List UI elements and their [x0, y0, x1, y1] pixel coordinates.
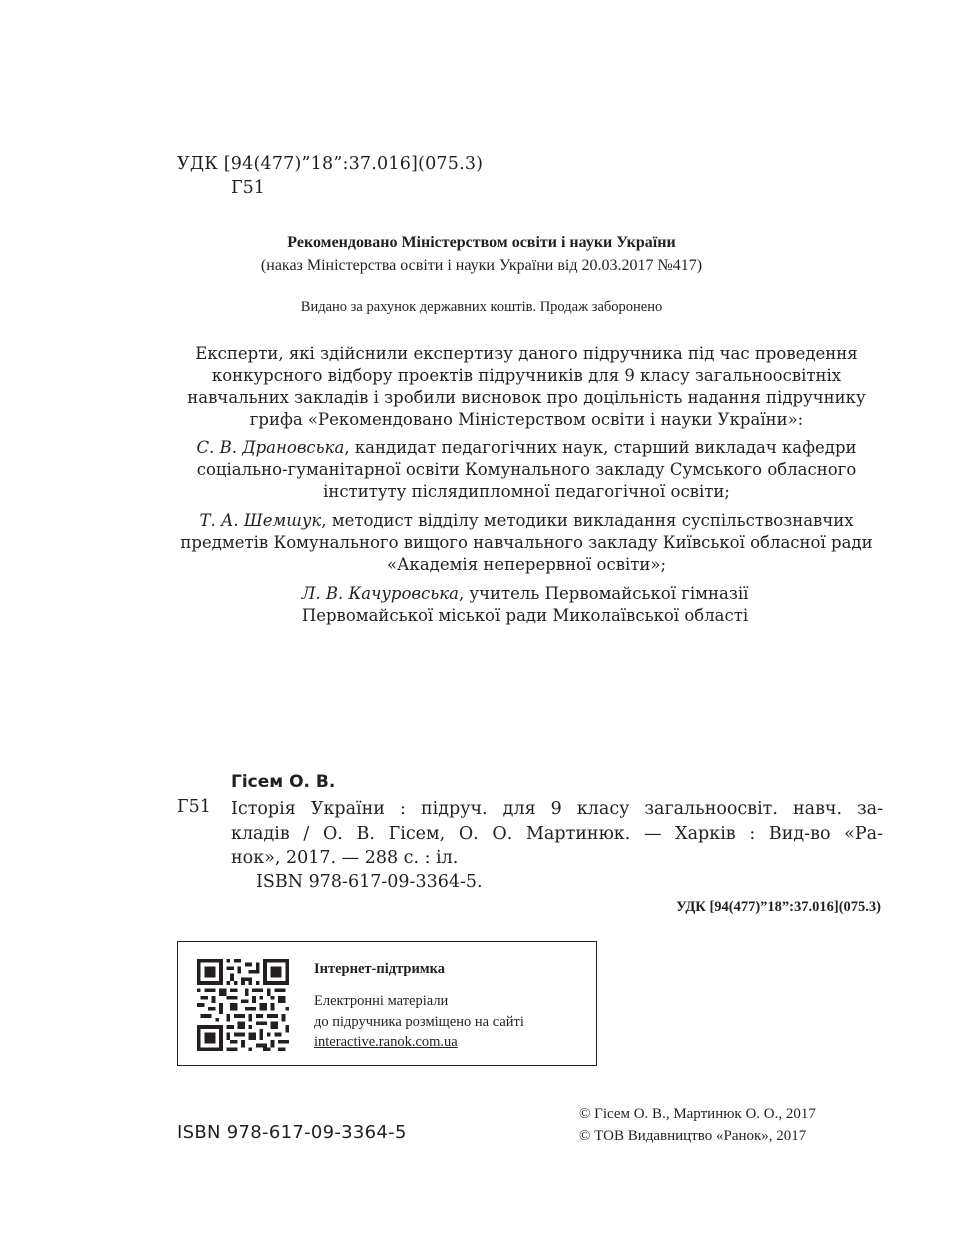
bib-line: нок», 2017. — 288 с. : іл. [231, 848, 459, 868]
bib-entry [231, 797, 883, 871]
expert-item [170, 510, 883, 576]
footer-isbn: ISBN 978-617-09-3364-5 [177, 1122, 407, 1143]
bib-line: Історія України : підруч. для 9 класу загальноосвіт. навч. за- [231, 799, 883, 819]
expert-name: Т. А. Шемшук [199, 511, 322, 530]
recommendation-order: (наказ Міністерства освіти і науки України від 20.03.2017 №417) [260, 257, 703, 274]
support-line2: до підручника розміщено на сайті [314, 1013, 524, 1030]
expert-name: С. В. Драновська [196, 438, 345, 457]
bib-code: Г51 [177, 797, 211, 817]
expert-item [290, 583, 760, 627]
support-title: Інтернет-підтримка [314, 961, 446, 977]
expert-name: Л. В. Качуровська [301, 584, 459, 603]
recommendation-block [0, 231, 963, 277]
copyright-publisher: © ТОВ Видавництво «Ранок», 2017 [579, 1128, 807, 1144]
qr-code-icon[interactable] [194, 959, 292, 1051]
bib-author: Гісем О. В. [231, 772, 336, 792]
expert-details: , методист відділу методики викладання суспільствознавчих предметів Комунального вищого навчального закладу Київської обласної ради «Академія неперервної освіти»; [180, 511, 873, 574]
funded-notice: Видано за рахунок державних коштів. Продаж заборонено [300, 299, 663, 315]
library-code: Г51 [231, 178, 265, 198]
bib-line: кладів / О. В. Гісем, О. О. Мартинюк. — Харків : Вид-во «Ра- [231, 823, 883, 844]
recommendation-title: Рекомендовано Міністерством освіти і науки України [287, 234, 676, 251]
bib-udk: УДК [94(477)”18”:37.016](075.3) [676, 899, 881, 915]
copyright-block [579, 1103, 816, 1147]
expert-details: , учитель Первомайської гімназії Первомайської міської ради Миколаївської області [301, 584, 749, 625]
copyright-authors: © Гісем О. В., Мартинюк О. О., 2017 [579, 1106, 816, 1122]
support-link[interactable]: interactive.ranok.com.ua [314, 1034, 458, 1050]
udk-header: УДК [94(477)”18”:37.016](075.3) [177, 154, 484, 174]
expert-item [170, 437, 883, 503]
internet-support-box [177, 941, 597, 1066]
experts-intro [170, 343, 883, 431]
support-line1: Електронні матеріали [314, 993, 449, 1009]
expert-details: , кандидат педагогічних наук, старший викладач кафедри соціально-гуманітарної освіти Комунального закладу Сумського обласного інституту післядипломної педагогічної освіти; [196, 438, 857, 501]
bib-isbn: ISBN 978-617-09-3364-5. [256, 872, 483, 892]
experts-intro-text: Експерти, які здійснили експертизу даного підручника під час проведення конкурсного відбору проектів підручників для 9 класу загальноосвітніх навчальних закладів і зробили висновок про доцільність надання підручнику грифа «Рекомендовано Міністерством освіти і науки України»: [187, 344, 866, 429]
support-text [314, 991, 524, 1053]
